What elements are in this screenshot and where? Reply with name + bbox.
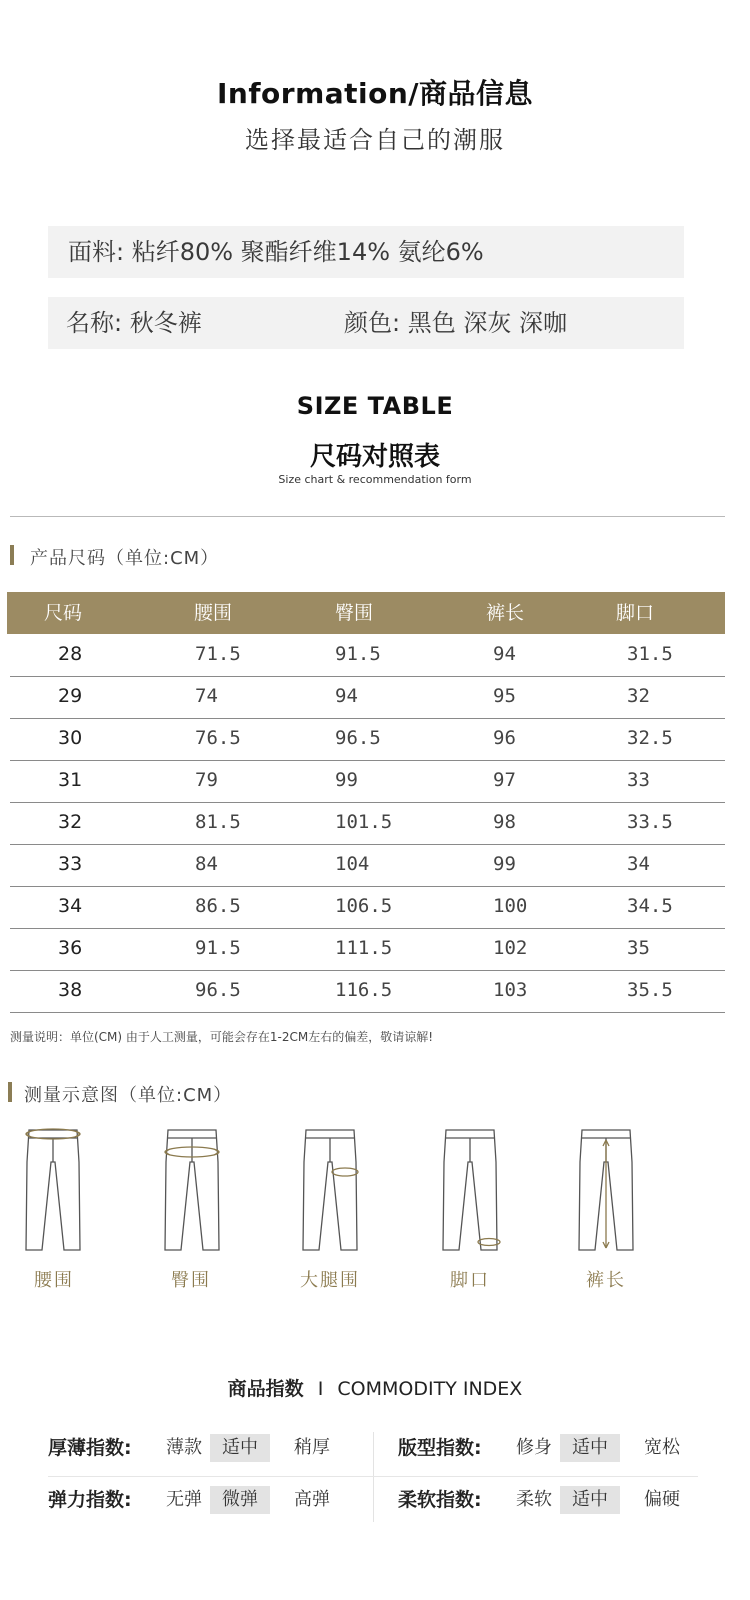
cell-size: 31 (58, 769, 83, 791)
cell-size: 28 (58, 643, 83, 665)
cell-hip: 99 (335, 769, 358, 791)
cell-hip: 91.5 (335, 643, 381, 665)
cell-hip: 116.5 (335, 979, 393, 1001)
cell-hip: 94 (335, 685, 358, 707)
cell-waist: 81.5 (195, 811, 241, 833)
index-option: 宽松 (644, 1437, 680, 1458)
pants-length-diagram (566, 1122, 646, 1258)
cell-hip: 111.5 (335, 937, 393, 959)
cell-hip: 101.5 (335, 811, 393, 833)
cell-size: 33 (58, 853, 83, 875)
cell-hip: 106.5 (335, 895, 393, 917)
size-table-caption: Size chart & recommendation form (278, 473, 472, 486)
table-row (10, 676, 725, 719)
cell-hip: 96.5 (335, 727, 381, 749)
table-row (10, 844, 725, 887)
cell-hem: 31.5 (627, 643, 673, 665)
index-name-softness: 柔软指数: (398, 1489, 482, 1511)
page-title: Information/商品信息 (216, 77, 534, 110)
header-length: 裤长 (486, 602, 525, 624)
index-option: 修身 (516, 1437, 552, 1458)
measure-section-label: 测量示意图（单位:CM） (24, 1085, 233, 1106)
cell-waist: 86.5 (195, 895, 241, 917)
cell-size: 38 (58, 979, 83, 1001)
header-hem: 脚口 (616, 602, 655, 624)
cell-length: 102 (493, 937, 528, 959)
index-option-selected: 适中 (560, 1486, 620, 1514)
cell-waist: 71.5 (195, 643, 241, 665)
cell-waist: 76.5 (195, 727, 241, 749)
cell-waist: 96.5 (195, 979, 241, 1001)
table-row (10, 886, 725, 929)
header-hip: 臀围 (335, 602, 374, 624)
cell-hem: 33.5 (627, 811, 673, 833)
cell-hem: 35 (627, 937, 650, 959)
cell-hem: 34.5 (627, 895, 673, 917)
pants-thigh-diagram (290, 1122, 370, 1258)
measure-label-hip: 臀围 (171, 1270, 211, 1291)
product-name: 名称: 秋冬裤 (66, 309, 202, 337)
index-name-fit: 版型指数: (398, 1437, 482, 1459)
cell-size: 36 (58, 937, 83, 959)
table-row (10, 802, 725, 845)
measure-label-hem: 脚口 (450, 1270, 490, 1291)
pants-hem-diagram (430, 1122, 510, 1258)
index-vertical-divider (373, 1432, 374, 1522)
pants-hip-diagram (152, 1122, 232, 1258)
cell-hip: 104 (335, 853, 370, 875)
fabric-bar (48, 226, 684, 278)
table-row (10, 718, 725, 761)
commodity-index-title-en: COMMODITY INDEX (337, 1378, 523, 1400)
index-option: 柔软 (516, 1489, 552, 1510)
cell-length: 94 (493, 643, 516, 665)
header-size: 尺码 (44, 602, 83, 624)
cell-waist: 84 (195, 853, 218, 875)
size-table-title-cn: 尺码对照表 (309, 442, 440, 472)
cell-hem: 33 (627, 769, 650, 791)
pants-waist-diagram (13, 1122, 93, 1258)
title-separator: I (317, 1378, 324, 1400)
index-name-thickness: 厚薄指数: (48, 1437, 132, 1459)
index-option: 稍厚 (294, 1437, 330, 1458)
commodity-index-title-cn: 商品指数 (227, 1378, 304, 1400)
section-marker (8, 1082, 12, 1102)
cell-size: 30 (58, 727, 83, 749)
measure-label-waist: 腰围 (34, 1270, 74, 1291)
table-row (10, 928, 725, 971)
commodity-index-title (0, 1374, 750, 1401)
cell-length: 98 (493, 811, 516, 833)
index-option: 无弹 (166, 1489, 202, 1510)
cell-hem: 34 (627, 853, 650, 875)
cell-length: 96 (493, 727, 516, 749)
cell-hem: 32.5 (627, 727, 673, 749)
cell-hem: 35.5 (627, 979, 673, 1001)
table-row (10, 760, 725, 803)
size-section-label: 产品尺码（单位:CM） (30, 548, 220, 569)
cell-waist: 74 (195, 685, 218, 707)
measurement-note: 测量说明：单位(CM) 由于人工测量，可能会存在1-2CM左右的偏差，敬请谅解! (10, 1030, 434, 1044)
cell-waist: 79 (195, 769, 218, 791)
index-name-elasticity: 弹力指数: (48, 1489, 132, 1511)
cell-size: 32 (58, 811, 83, 833)
table-row (10, 634, 725, 677)
cell-hem: 32 (627, 685, 650, 707)
cell-length: 100 (493, 895, 528, 917)
cell-length: 95 (493, 685, 516, 707)
cell-length: 97 (493, 769, 516, 791)
cell-length: 103 (493, 979, 528, 1001)
index-option: 薄款 (166, 1437, 202, 1458)
index-horizontal-divider (48, 1476, 698, 1477)
cell-size: 34 (58, 895, 83, 917)
name-color-bar (48, 297, 684, 349)
section-marker (10, 545, 14, 565)
size-table-title-en: SIZE TABLE (296, 392, 454, 420)
section-divider (10, 516, 725, 517)
product-colors: 颜色: 黑色 深灰 深咖 (344, 309, 567, 337)
index-option: 偏硬 (644, 1489, 680, 1510)
index-option-selected: 适中 (560, 1434, 620, 1462)
table-row (10, 970, 725, 1013)
page-subtitle: 选择最适合自己的潮服 (245, 126, 505, 154)
header-waist: 腰围 (194, 602, 233, 624)
cell-waist: 91.5 (195, 937, 241, 959)
index-option-selected: 适中 (210, 1434, 270, 1462)
cell-size: 29 (58, 685, 83, 707)
fabric-info: 面料: 粘纤80% 聚酯纤维14% 氨纶6% (68, 238, 484, 266)
cell-length: 99 (493, 853, 516, 875)
size-table-header (7, 592, 725, 634)
index-option: 高弹 (294, 1489, 330, 1510)
index-option-selected: 微弹 (210, 1486, 270, 1514)
measure-label-thigh: 大腿围 (300, 1270, 360, 1291)
measure-label-length: 裤长 (586, 1270, 626, 1291)
